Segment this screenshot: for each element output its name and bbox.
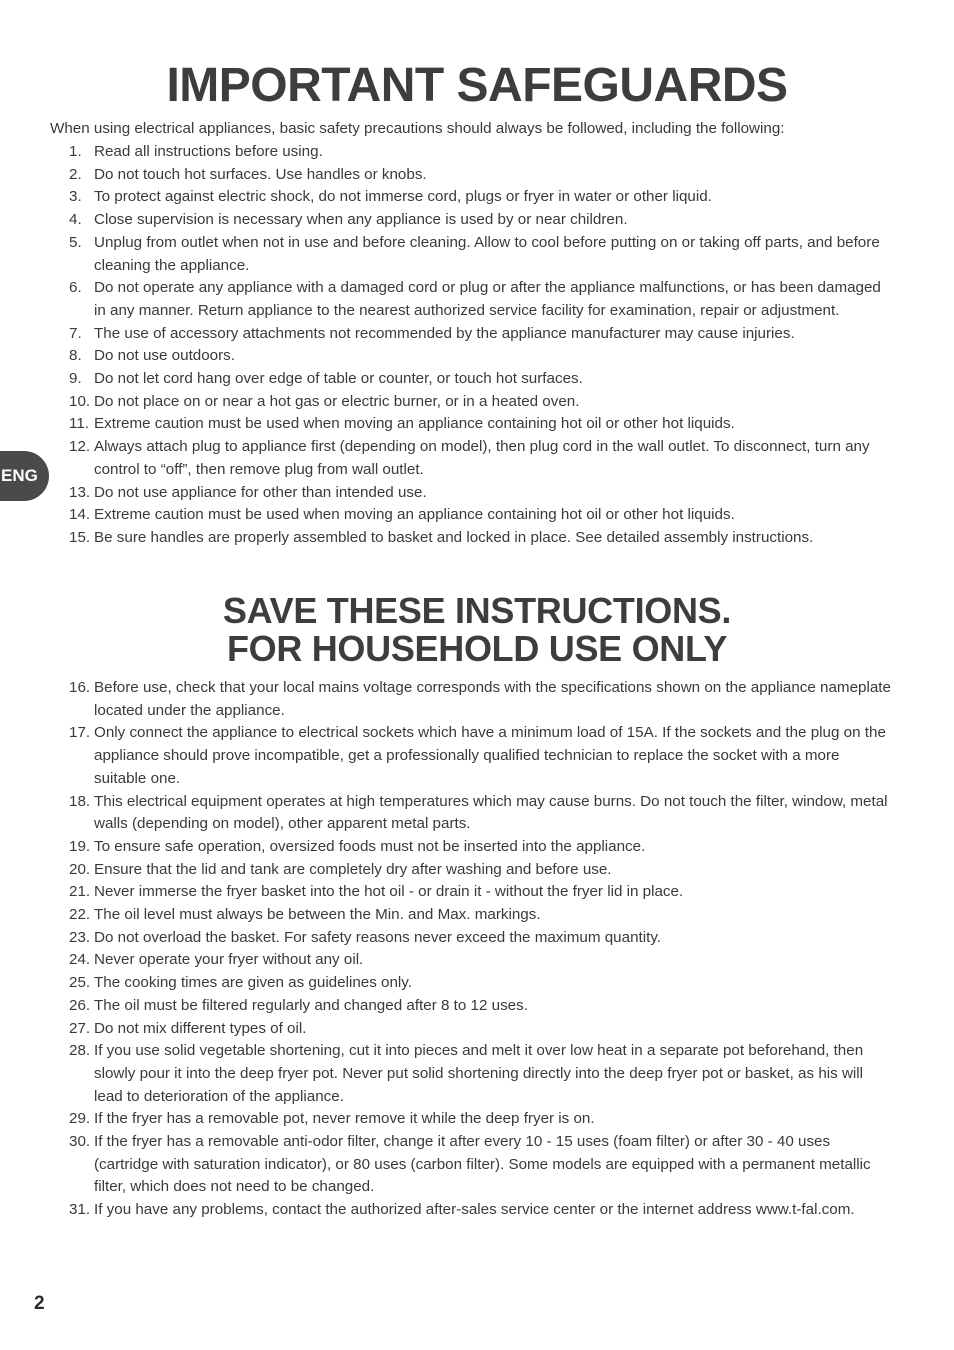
household-instructions-list bbox=[0, 677, 954, 1222]
list-item-text: Ensure that the lid and tank are completely dry after washing and before use. bbox=[94, 860, 612, 878]
list-item bbox=[0, 1131, 954, 1199]
list-item-number: 13. bbox=[69, 483, 91, 501]
list-item-text: Close supervision is necessary when any appliance is used by or near children. bbox=[94, 211, 628, 229]
list-item-number: 20. bbox=[69, 860, 91, 878]
list-item-text: Never operate your fryer without any oil. bbox=[94, 951, 364, 969]
list-item-text: Do not use outdoors. bbox=[94, 347, 235, 365]
list-item-text: Do not let cord hang over edge of table or counter, or touch hot surfaces. bbox=[94, 370, 583, 388]
list-item bbox=[0, 1040, 954, 1108]
list-item-number: 25. bbox=[69, 974, 91, 992]
list-item-number: 22. bbox=[69, 906, 91, 924]
list-item bbox=[0, 1018, 954, 1041]
list-item-text: Unplug from outlet when not in use and before cleaning. Allow to cool before putting on or taking off parts, and before cleaning the appliance. bbox=[94, 233, 880, 274]
list-item bbox=[0, 972, 954, 995]
list-item-number: 24. bbox=[69, 951, 91, 969]
list-item-number: 7. bbox=[69, 324, 82, 342]
list-item-text: The use of accessory attachments not recommended by the appliance manufacturer may cause injuries. bbox=[94, 324, 795, 342]
list-item-number: 17. bbox=[69, 724, 91, 742]
list-item-text: Do not operate any appliance with a damaged cord or plug or after the appliance malfunctions, or has been damaged in any manner. Return appliance to the nearest authorized service facility for examination, repair or adjustment. bbox=[94, 279, 881, 319]
list-item bbox=[0, 881, 954, 904]
list-item bbox=[0, 995, 954, 1018]
list-item-number: 28. bbox=[69, 1042, 91, 1060]
page-number: 2 bbox=[34, 1293, 45, 1314]
list-item-text: If the fryer has a removable pot, never remove it while the deep fryer is on. bbox=[94, 1110, 595, 1128]
list-item bbox=[0, 1199, 954, 1222]
list-item-text: Before use, check that your local mains voltage corresponds with the specifications shown on the appliance nameplate located under the appliance. bbox=[94, 679, 891, 719]
list-item-number: 6. bbox=[69, 279, 82, 297]
list-item-text: If the fryer has a removable anti-odor filter, change it after every 10 - 15 uses (foam filter) or after 30 - 40 uses (cartridge with saturation indicator), or 80 uses (carbon filter). Some models are equipped with a permanent metallic filter, which does not need to be changed. bbox=[94, 1133, 871, 1196]
list-item-number: 23. bbox=[69, 928, 91, 946]
language-tab bbox=[0, 451, 49, 501]
list-item-number: 1. bbox=[69, 143, 82, 160]
list-item-number: 11. bbox=[69, 415, 89, 433]
page-title: IMPORTANT SAFEGUARDS bbox=[166, 59, 788, 112]
list-item bbox=[0, 482, 954, 505]
list-item bbox=[0, 949, 954, 972]
list-item-number: 30. bbox=[69, 1133, 91, 1151]
list-item bbox=[0, 836, 954, 859]
list-item bbox=[0, 323, 954, 346]
list-item-number: 8. bbox=[69, 347, 82, 365]
list-item bbox=[0, 904, 954, 927]
list-item-text: The oil must be filtered regularly and changed after 8 to 12 uses. bbox=[94, 996, 528, 1014]
list-item-text: Only connect the appliance to electrical sockets which have a minimum load of 15A. If the sockets and the plug on the appliance should prove incompatible, get a professionally qualified technician to replace the socket with a more suitable one. bbox=[94, 724, 886, 787]
list-item bbox=[0, 277, 954, 322]
list-item-text: If you use solid vegetable shortening, cut it into pieces and melt it over low heat in a separate pot beforehand, then slowly pour it into the deep fryer pot. Never put solid shortening directly into the deep fryer pot or basket, as his will lead to deterioration of the appliance. bbox=[94, 1042, 864, 1105]
list-item-text: Extreme caution must be used when moving an appliance containing hot oil or other hot liquids. bbox=[94, 506, 735, 524]
list-item-text: Never immerse the fryer basket into the hot oil - or drain it - without the fryer lid in place. bbox=[94, 883, 684, 901]
subtitle-line-2: FOR HOUSEHOLD USE ONLY bbox=[226, 628, 728, 669]
list-item-text: Extreme caution must be used when moving an appliance containing hot oil or other hot liquids. bbox=[94, 415, 735, 433]
list-item bbox=[0, 791, 954, 836]
list-item bbox=[0, 722, 954, 790]
list-item bbox=[0, 391, 954, 414]
list-item-text: Read all instructions before using. bbox=[94, 143, 323, 160]
list-item-number: 3. bbox=[69, 188, 82, 206]
save-instructions-heading bbox=[0, 592, 954, 668]
list-item-text: Do not mix different types of oil. bbox=[94, 1019, 307, 1037]
list-item-text: If you have any problems, contact the authorized after-sales service center or the internet address www.t-fal.com. bbox=[94, 1201, 855, 1219]
list-item-number: 12. bbox=[69, 438, 91, 456]
list-item bbox=[0, 345, 954, 368]
list-item-text: Always attach plug to appliance first (depending on model), then plug cord in the wall outlet. To disconnect, turn any control to “off”, then remove plug from wall outlet. bbox=[94, 438, 870, 478]
list-item bbox=[0, 436, 954, 481]
list-item-number: 18. bbox=[69, 792, 91, 810]
list-item-text: Do not place on or near a hot gas or electric burner, or in a heated oven. bbox=[94, 392, 580, 410]
safeguards-list bbox=[0, 141, 954, 550]
list-item-number: 15. bbox=[69, 528, 91, 546]
list-item bbox=[0, 232, 954, 277]
list-item-number: 10. bbox=[69, 392, 91, 410]
list-item bbox=[0, 504, 954, 527]
list-item-number: 26. bbox=[69, 996, 91, 1014]
list-item-text: To ensure safe operation, oversized foods must not be inserted into the appliance. bbox=[94, 837, 646, 855]
list-item-text: Do not touch hot surfaces. Use handles or knobs. bbox=[94, 165, 427, 183]
list-item-text: Do not use appliance for other than intended use. bbox=[94, 483, 427, 501]
list-item bbox=[0, 209, 954, 232]
list-item bbox=[0, 164, 954, 187]
list-item-number: 21. bbox=[69, 883, 91, 901]
list-item bbox=[0, 186, 954, 209]
list-item-number: 19. bbox=[69, 837, 91, 855]
list-item-number: 9. bbox=[69, 370, 82, 388]
list-item-number: 14. bbox=[69, 506, 91, 524]
list-item-number: 5. bbox=[69, 233, 82, 251]
list-item bbox=[0, 677, 954, 722]
list-item bbox=[0, 527, 954, 550]
list-item bbox=[0, 368, 954, 391]
list-item-text: This electrical equipment operates at high temperatures which may cause burns. Do not touch the filter, window, metal walls (depending on model), other apparent metal parts. bbox=[94, 792, 888, 833]
language-label: ENG bbox=[1, 466, 38, 485]
list-item-number: 4. bbox=[69, 211, 82, 229]
list-item-number: 27. bbox=[69, 1019, 91, 1037]
list-item-text: To protect against electric shock, do not immerse cord, plugs or fryer in water or other liquid. bbox=[94, 188, 712, 206]
list-item bbox=[0, 927, 954, 950]
list-item bbox=[0, 413, 954, 436]
list-item bbox=[0, 1108, 954, 1131]
list-item-number: 2. bbox=[69, 165, 82, 183]
list-item bbox=[0, 141, 954, 164]
intro-paragraph: When using electrical appliances, basic safety precautions should always be followed, including the following: bbox=[50, 120, 785, 137]
list-item-text: Do not overload the basket. For safety reasons never exceed the maximum quantity. bbox=[94, 928, 662, 946]
list-item bbox=[0, 859, 954, 882]
list-item-number: 31. bbox=[69, 1201, 91, 1219]
list-item-text: Be sure handles are properly assembled to basket and locked in place. See detailed assembly instructions. bbox=[94, 528, 814, 546]
subtitle-line-1: SAVE THESE INSTRUCTIONS. bbox=[222, 590, 732, 631]
list-item-number: 29. bbox=[69, 1110, 91, 1128]
list-item-number: 16. bbox=[69, 679, 91, 696]
list-item-text: The cooking times are given as guidelines only. bbox=[94, 974, 412, 992]
list-item-text: The oil level must always be between the Min. and Max. markings. bbox=[94, 906, 541, 924]
